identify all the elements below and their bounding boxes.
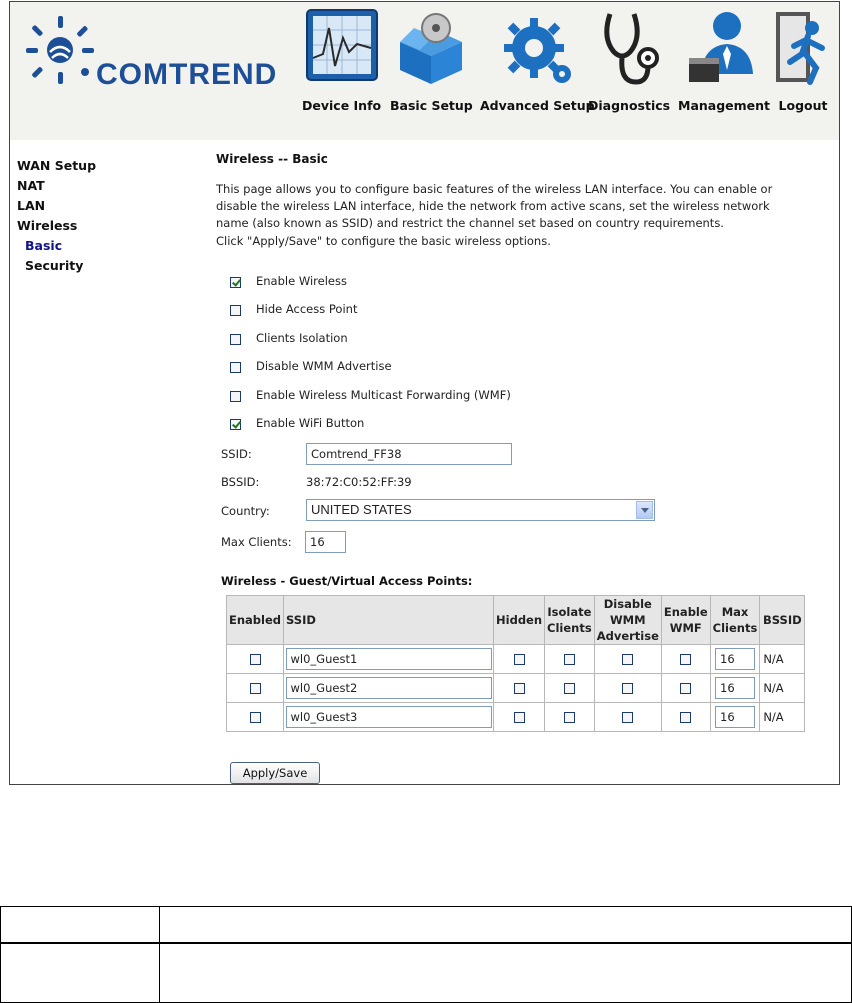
guest-enabled-checkbox[interactable] — [250, 683, 261, 694]
guest-max-clients-input[interactable]: 16 — [715, 677, 755, 699]
guest-hidden-checkbox[interactable] — [514, 712, 525, 723]
ssid-cell — [284, 703, 494, 732]
wmf-cell — [661, 674, 710, 703]
guest-hidden-checkbox[interactable] — [514, 654, 525, 665]
guest-max-clients-input[interactable]: 16 — [715, 706, 755, 728]
option-hide-access-point[interactable] — [230, 302, 358, 317]
nav-label: Management — [678, 98, 771, 113]
table-header-cell — [1, 907, 160, 944]
country-selected-value: UNITED STATES — [311, 502, 412, 517]
header-text: Disable — [603, 597, 652, 611]
guest-isolate-checkbox[interactable] — [564, 654, 575, 665]
guest-ap-title: Wireless - Guest/Virtual Access Points: — [221, 574, 473, 588]
table-row — [227, 703, 805, 732]
hidden-cell — [494, 645, 545, 674]
guest-hidden-checkbox[interactable] — [514, 683, 525, 694]
isolate-cell — [545, 703, 595, 732]
description-instruction: Click "Apply/Save" to configure the basic wireless options. — [216, 233, 551, 248]
description-text: This page allows you to configure basic features of the wireless LAN interface. You can enable or disable the wireless LAN interface, hide the network from active scans, set the wireless network name (also known as SSID) and restrict the channel set based on country requirements. — [216, 182, 773, 231]
header-text: WMM — [610, 613, 646, 627]
page-description — [216, 181, 801, 250]
table-cell — [160, 943, 852, 1003]
guest-wmf-checkbox[interactable] — [680, 683, 691, 694]
main-content — [168, 140, 839, 785]
guest-wmm-checkbox[interactable] — [622, 712, 633, 723]
guest-ap-table — [226, 595, 805, 732]
sidebar — [10, 140, 168, 785]
guest-ssid-input[interactable]: wl0_Guest3 — [286, 706, 492, 728]
header-text: Max — [721, 605, 749, 619]
apply-save-button[interactable]: Apply/Save — [230, 762, 320, 784]
col-hidden: Hidden — [494, 596, 545, 645]
document-table — [0, 906, 852, 1003]
bssid-cell: N/A — [760, 645, 805, 674]
nav-label: Device Info — [302, 98, 382, 113]
page-title: Wireless -- Basic — [216, 152, 328, 166]
col-disable-wmm — [594, 596, 661, 645]
col-ssid: SSID — [284, 596, 494, 645]
country-label: Country: — [221, 504, 270, 518]
hidden-cell — [494, 703, 545, 732]
sidebar-item-lan[interactable]: LAN — [17, 198, 46, 213]
sidebar-item-nat[interactable]: NAT — [17, 178, 45, 193]
management-person-icon — [687, 8, 761, 88]
header-text: Isolate — [547, 605, 592, 619]
header-text: Advertise — [596, 629, 659, 643]
guest-wmf-checkbox[interactable] — [680, 712, 691, 723]
chevron-down-icon[interactable] — [636, 501, 653, 519]
header — [10, 2, 839, 140]
header-text: Clients — [712, 621, 758, 635]
nav-label: Logout — [778, 98, 828, 113]
table-header-cell — [160, 907, 852, 944]
wmf-checkbox[interactable] — [230, 391, 241, 402]
ssid-input[interactable]: Comtrend_FF38 — [306, 443, 512, 465]
header-text: Clients — [547, 621, 592, 635]
nav-advanced-setup[interactable] — [480, 8, 595, 113]
wmm-cell — [594, 645, 661, 674]
sidebar-item-basic[interactable]: Basic — [25, 238, 63, 253]
wmm-cell — [594, 674, 661, 703]
ssid-cell — [284, 645, 494, 674]
option-enable-wireless[interactable] — [230, 274, 347, 289]
guest-ssid-input[interactable]: wl0_Guest1 — [286, 648, 492, 670]
ssid-label: SSID: — [221, 447, 252, 461]
bssid-cell: N/A — [760, 703, 805, 732]
wmf-cell — [661, 645, 710, 674]
option-label: Enable WiFi Button — [256, 416, 365, 430]
option-label: Hide Access Point — [256, 302, 358, 316]
country-select[interactable] — [306, 499, 655, 521]
guest-wmm-checkbox[interactable] — [622, 654, 633, 665]
nav-label: Basic Setup — [390, 98, 473, 113]
isolate-cell — [545, 674, 595, 703]
table-cell — [1, 943, 160, 1003]
option-label: Enable Wireless Multicast Forwarding (WMF) — [256, 388, 511, 402]
nav-basic-setup[interactable] — [390, 8, 473, 113]
sidebar-item-security[interactable]: Security — [25, 258, 84, 273]
nav-label: Diagnostics — [588, 98, 671, 113]
basic-setup-box-icon — [394, 8, 468, 88]
sidebar-item-wan-setup[interactable]: WAN Setup — [17, 158, 97, 173]
option-label: Disable WMM Advertise — [256, 359, 392, 373]
table-row — [1, 907, 852, 944]
nav-logout[interactable] — [766, 8, 840, 113]
bssid-cell: N/A — [760, 674, 805, 703]
col-enabled: Enabled — [227, 596, 284, 645]
nav-diagnostics[interactable] — [588, 8, 670, 113]
hidden-cell — [494, 674, 545, 703]
enabled-cell — [227, 703, 284, 732]
comtrend-logo-icon — [22, 12, 102, 92]
device-info-chart-icon — [305, 8, 379, 88]
guest-enabled-checkbox[interactable] — [250, 712, 261, 723]
clients-isolation-checkbox[interactable] — [230, 334, 241, 345]
max-clients-input[interactable]: 16 — [305, 531, 346, 553]
max-cell — [710, 645, 760, 674]
wifi-button-checkbox[interactable] — [230, 419, 241, 430]
wmm-cell — [594, 703, 661, 732]
disable-wmm-checkbox[interactable] — [230, 362, 241, 373]
guest-isolate-checkbox[interactable] — [564, 683, 575, 694]
max-cell — [710, 674, 760, 703]
brand-name: COMTREND — [96, 58, 278, 91]
max-cell — [710, 703, 760, 732]
nav-management[interactable] — [678, 8, 770, 113]
diagnostics-stethoscope-icon — [592, 8, 666, 88]
guest-isolate-checkbox[interactable] — [564, 712, 575, 723]
sidebar-item-wireless[interactable]: Wireless — [17, 218, 78, 233]
option-wmf[interactable] — [230, 388, 511, 403]
logout-exit-icon — [766, 8, 840, 88]
bssid-value: 38:72:C0:52:FF:39 — [306, 475, 412, 489]
max-clients-label: Max Clients: — [221, 535, 292, 549]
col-bssid: BSSID — [760, 596, 805, 645]
enable-wireless-checkbox[interactable] — [230, 277, 241, 288]
guest-ssid-input[interactable]: wl0_Guest2 — [286, 677, 492, 699]
bssid-label: BSSID: — [221, 475, 260, 489]
table-row — [227, 674, 805, 703]
guest-max-clients-input[interactable]: 16 — [715, 648, 755, 670]
col-isolate-clients — [545, 596, 595, 645]
guest-wmm-checkbox[interactable] — [622, 683, 633, 694]
table-header-row — [227, 596, 805, 645]
guest-wmf-checkbox[interactable] — [680, 654, 691, 665]
enabled-cell — [227, 645, 284, 674]
table-row — [227, 645, 805, 674]
option-clients-isolation[interactable] — [230, 331, 348, 346]
table-row — [1, 943, 852, 1003]
col-enable-wmf — [661, 596, 710, 645]
wmf-cell — [661, 703, 710, 732]
advanced-setup-gears-icon — [500, 8, 574, 88]
option-label: Enable Wireless — [256, 274, 347, 288]
ssid-cell — [284, 674, 494, 703]
header-text: Enable — [663, 605, 708, 619]
col-max-clients — [710, 596, 760, 645]
guest-enabled-checkbox[interactable] — [250, 654, 261, 665]
hide-access-point-checkbox[interactable] — [230, 305, 241, 316]
option-label: Clients Isolation — [256, 331, 348, 345]
header-text: WMF — [669, 621, 702, 635]
nav-device-info[interactable] — [302, 8, 381, 113]
nav-label: Advanced Setup — [480, 98, 595, 113]
enabled-cell — [227, 674, 284, 703]
option-disable-wmm[interactable] — [230, 359, 392, 374]
option-wifi-button[interactable] — [230, 416, 365, 431]
isolate-cell — [545, 645, 595, 674]
router-screenshot — [9, 1, 840, 785]
